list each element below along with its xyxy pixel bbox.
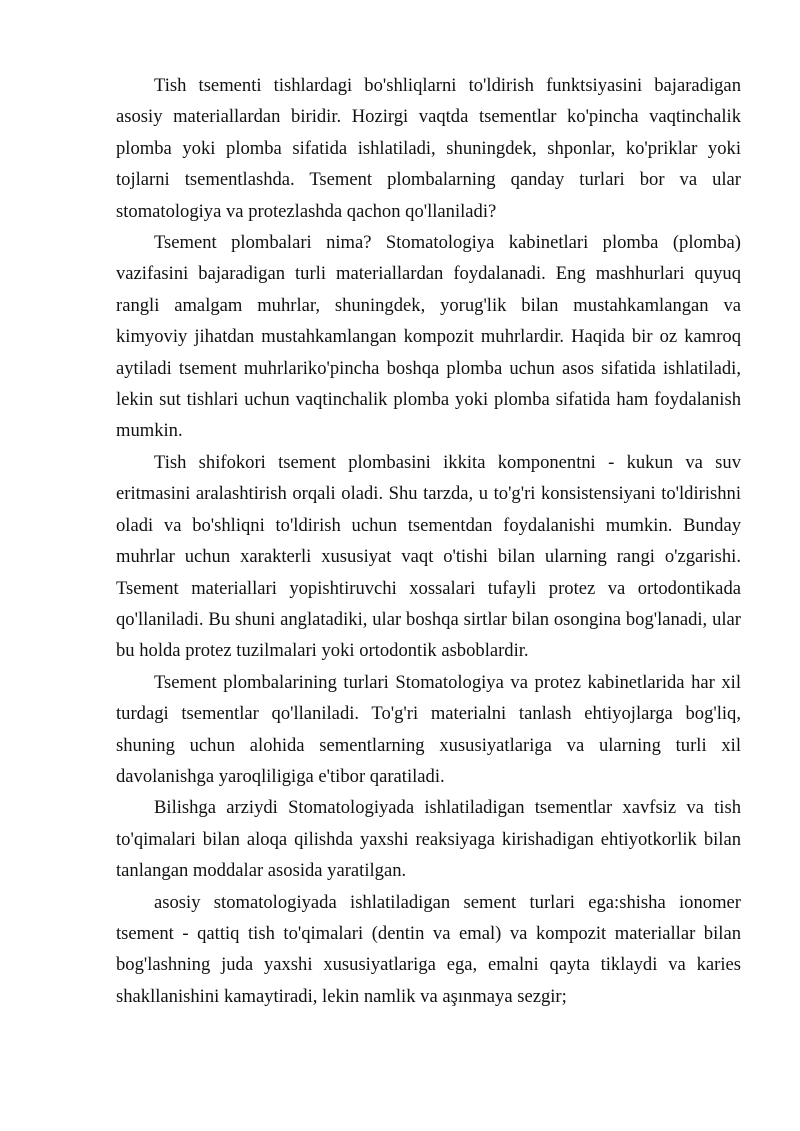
paragraph-2: Tsement plombalari nima? Stomatologiya kabinetlari plomba (plomba) vazifasini bajaradigan turli materiallardan foydalanadi. Eng mashhurlari quyuq rangli amalgam muhrlar, shuningdek, yorug'lik bilan mustahkamlangan va kimyoviy jihatdan mustahkamlangan kompozit muhrlardir. Haqida bir oz kamroq aytiladi tsement muhrlariko'pincha boshqa plomba uchun asos sifatida ishlatiladi, lekin sut tishlari uchun vaqtinchalik plomba yoki plomba sifatida ham foydalanish mumkin. <box>116 232 741 442</box>
paragraph-4: Tsement plombalarining turlari Stomatologiya va protez kabinetlarida har xil turdagi tsementlar qo'llaniladi. To'g'ri materialni tanlash ehtiyojlarga bog'liq, shuning uchun alohida sementlarning xususiyatlariga va ularning turli xil davolanishga yaroqliligiga e'tibor qaratiladi. <box>116 671 741 787</box>
paragraph-1: Tish tsementi tishlardagi bo'shliqlarni to'ldirish funktsiyasini bajaradigan asosiy materiallardan biridir. Hozirgi vaqtda tsementlar ko'pincha vaqtinchalik plomba yoki plomba sifatida ishlatiladi, shuningdek, shponlar, ko'priklar yoki tojlarni tsementlashda. Tsement plombalarning qanday turlari bor va ular stomatologiya va protezlashda qachon qo'llaniladi? <box>116 75 741 222</box>
paragraph-6: asosiy stomatologiyada ishlatiladigan sement turlari ega:shisha ionomer tsement - qattiq tish to'qimalari (dentin va emal) va kompozit materiallar bilan bog'lashning juda yaxshi xususiyatlariga ega, emalni qayta tiklaydi va karies shakllanishini kamaytiradi, lekin namlik va aşınmaya sezgir; <box>116 891 741 1007</box>
document-page <box>116 70 741 1050</box>
paragraph-3: Tish shifokori tsement plombasini ikkita komponentni - kukun va suv eritmasini aralashtirish orqali oladi. Shu tarzda, u to'g'ri konsistensiyani to'ldirishni oladi va bo'shliqni to'ldirish uchun tsementdan foydalanishi mumkin. Bunday muhrlar uchun xarakterli xususiyat vaqt o'tishi bilan ularning rangi o'zgarishi. Tsement materiallari yopishtiruvchi xossalari tufayli protez va ortodontikada qo'llaniladi. Bu shuni anglatadiki, ular boshqa sirtlar bilan osongina bog'lanadi, ular bu holda protez tuzilmalari yoki ortodontik asboblardir. <box>116 451 741 662</box>
paragraph-5: Bilishga arziydi Stomatologiyada ishlatiladigan tsementlar xavfsiz va tish to'qimalari bilan aloqa qilishda yaxshi reaksiyaga kirishadigan ehtiyotkorlik bilan tanlangan moddalar asosida yaratilgan. <box>116 797 741 882</box>
